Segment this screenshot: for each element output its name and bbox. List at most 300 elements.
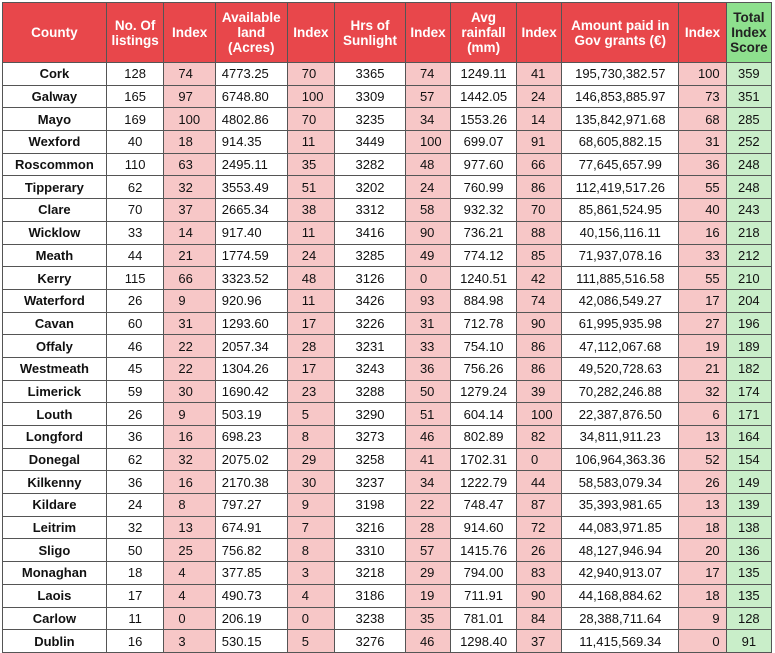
table-row [3, 426, 772, 449]
cell-sunlight: 3416 [335, 221, 406, 244]
cell-grants: 48,127,946.94 [562, 539, 679, 562]
cell-grants: 35,393,981.65 [562, 494, 679, 517]
cell-index-rainfall: 100 [516, 403, 561, 426]
cell-land: 206.19 [215, 607, 287, 630]
cell-index-land: 35 [287, 153, 334, 176]
cell-total-score: 174 [726, 380, 771, 403]
cell-grants: 68,605,882.15 [562, 131, 679, 154]
cell-sunlight: 3449 [335, 131, 406, 154]
cell-total-score: 189 [726, 335, 771, 358]
cell-listings: 45 [106, 357, 164, 380]
table-row [3, 335, 772, 358]
cell-index-rainfall: 88 [516, 221, 561, 244]
cell-county: Limerick [3, 380, 107, 403]
table-row [3, 312, 772, 335]
cell-index-listings: 37 [164, 199, 215, 222]
cell-index-grants: 19 [679, 335, 726, 358]
table-row [3, 403, 772, 426]
cell-county: Monaghan [3, 562, 107, 585]
cell-index-sunlight: 22 [405, 494, 450, 517]
cell-land: 756.82 [215, 539, 287, 562]
table-row [3, 584, 772, 607]
cell-index-rainfall: 41 [516, 63, 561, 86]
cell-county: Galway [3, 85, 107, 108]
header-grants: Amount paid in Gov grants (€) [562, 3, 679, 63]
cell-index-rainfall: 91 [516, 131, 561, 154]
cell-index-sunlight: 31 [405, 312, 450, 335]
cell-rainfall: 699.07 [451, 131, 517, 154]
table-row [3, 199, 772, 222]
cell-county: Sligo [3, 539, 107, 562]
cell-grants: 71,937,078.16 [562, 244, 679, 267]
header-index-rainfall: Index [516, 3, 561, 63]
cell-index-land: 48 [287, 267, 334, 290]
cell-listings: 11 [106, 607, 164, 630]
cell-index-land: 28 [287, 335, 334, 358]
cell-index-rainfall: 14 [516, 108, 561, 131]
cell-grants: 40,156,116.11 [562, 221, 679, 244]
cell-listings: 128 [106, 63, 164, 86]
cell-rainfall: 1442.05 [451, 85, 517, 108]
cell-sunlight: 3238 [335, 607, 406, 630]
cell-total-score: 136 [726, 539, 771, 562]
cell-grants: 28,388,711.64 [562, 607, 679, 630]
header-row [3, 3, 772, 63]
cell-index-grants: 18 [679, 516, 726, 539]
cell-grants: 146,853,885.97 [562, 85, 679, 108]
cell-county: Laois [3, 584, 107, 607]
cell-index-rainfall: 84 [516, 607, 561, 630]
cell-index-land: 7 [287, 516, 334, 539]
cell-index-land: 70 [287, 63, 334, 86]
cell-total-score: 154 [726, 448, 771, 471]
table-body [3, 63, 772, 653]
cell-sunlight: 3216 [335, 516, 406, 539]
header-sunlight: Hrs of Sunlight [335, 3, 406, 63]
cell-total-score: 139 [726, 494, 771, 517]
cell-rainfall: 884.98 [451, 289, 517, 312]
cell-index-land: 29 [287, 448, 334, 471]
cell-index-grants: 18 [679, 584, 726, 607]
cell-index-land: 11 [287, 131, 334, 154]
cell-total-score: 182 [726, 357, 771, 380]
cell-index-sunlight: 46 [405, 426, 450, 449]
cell-index-land: 5 [287, 403, 334, 426]
cell-grants: 85,861,524.95 [562, 199, 679, 222]
cell-grants: 135,842,971.68 [562, 108, 679, 131]
cell-index-grants: 13 [679, 494, 726, 517]
cell-index-listings: 66 [164, 267, 215, 290]
cell-index-land: 51 [287, 176, 334, 199]
cell-rainfall: 802.89 [451, 426, 517, 449]
cell-index-rainfall: 39 [516, 380, 561, 403]
cell-index-grants: 68 [679, 108, 726, 131]
cell-index-sunlight: 29 [405, 562, 450, 585]
cell-index-grants: 21 [679, 357, 726, 380]
cell-sunlight: 3310 [335, 539, 406, 562]
cell-index-listings: 9 [164, 403, 215, 426]
cell-listings: 36 [106, 471, 164, 494]
cell-county: Longford [3, 426, 107, 449]
cell-index-listings: 16 [164, 471, 215, 494]
cell-land: 3323.52 [215, 267, 287, 290]
cell-land: 917.40 [215, 221, 287, 244]
cell-grants: 77,645,657.99 [562, 153, 679, 176]
cell-rainfall: 604.14 [451, 403, 517, 426]
cell-total-score: 171 [726, 403, 771, 426]
cell-rainfall: 711.91 [451, 584, 517, 607]
cell-index-sunlight: 28 [405, 516, 450, 539]
cell-index-land: 5 [287, 630, 334, 653]
cell-rainfall: 1415.76 [451, 539, 517, 562]
cell-county: Cork [3, 63, 107, 86]
cell-county: Carlow [3, 607, 107, 630]
table-row [3, 471, 772, 494]
cell-total-score: 196 [726, 312, 771, 335]
cell-listings: 16 [106, 630, 164, 653]
header-total-score: Total Index Score [726, 3, 771, 63]
cell-index-listings: 18 [164, 131, 215, 154]
cell-listings: 26 [106, 403, 164, 426]
cell-sunlight: 3235 [335, 108, 406, 131]
table-row [3, 63, 772, 86]
cell-listings: 33 [106, 221, 164, 244]
county-index-table [2, 2, 772, 653]
table-row [3, 562, 772, 585]
table-row [3, 448, 772, 471]
cell-total-score: 128 [726, 607, 771, 630]
cell-index-sunlight: 57 [405, 539, 450, 562]
cell-land: 490.73 [215, 584, 287, 607]
cell-index-grants: 100 [679, 63, 726, 86]
cell-grants: 58,583,079.34 [562, 471, 679, 494]
cell-index-rainfall: 90 [516, 312, 561, 335]
cell-rainfall: 1298.40 [451, 630, 517, 653]
cell-index-grants: 26 [679, 471, 726, 494]
table-row [3, 267, 772, 290]
cell-land: 4773.25 [215, 63, 287, 86]
cell-rainfall: 977.60 [451, 153, 517, 176]
cell-land: 914.35 [215, 131, 287, 154]
cell-listings: 169 [106, 108, 164, 131]
table-row [3, 153, 772, 176]
cell-index-land: 23 [287, 380, 334, 403]
header-index-listings: Index [164, 3, 215, 63]
cell-grants: 61,995,935.98 [562, 312, 679, 335]
cell-grants: 195,730,382.57 [562, 63, 679, 86]
cell-land: 920.96 [215, 289, 287, 312]
cell-index-listings: 63 [164, 153, 215, 176]
cell-sunlight: 3218 [335, 562, 406, 585]
cell-index-listings: 13 [164, 516, 215, 539]
cell-county: Westmeath [3, 357, 107, 380]
cell-sunlight: 3312 [335, 199, 406, 222]
cell-index-listings: 31 [164, 312, 215, 335]
cell-index-listings: 25 [164, 539, 215, 562]
cell-land: 1774.59 [215, 244, 287, 267]
cell-grants: 11,415,569.34 [562, 630, 679, 653]
cell-rainfall: 781.01 [451, 607, 517, 630]
cell-index-rainfall: 86 [516, 176, 561, 199]
table-row [3, 244, 772, 267]
cell-listings: 44 [106, 244, 164, 267]
cell-grants: 44,083,971.85 [562, 516, 679, 539]
cell-index-listings: 21 [164, 244, 215, 267]
cell-total-score: 285 [726, 108, 771, 131]
cell-county: Roscommon [3, 153, 107, 176]
cell-county: Meath [3, 244, 107, 267]
cell-listings: 110 [106, 153, 164, 176]
cell-rainfall: 774.12 [451, 244, 517, 267]
cell-index-land: 24 [287, 244, 334, 267]
cell-index-listings: 32 [164, 176, 215, 199]
cell-index-sunlight: 19 [405, 584, 450, 607]
cell-index-sunlight: 57 [405, 85, 450, 108]
table-row [3, 176, 772, 199]
header-county: County [3, 3, 107, 63]
cell-sunlight: 3258 [335, 448, 406, 471]
cell-total-score: 210 [726, 267, 771, 290]
cell-grants: 111,885,516.58 [562, 267, 679, 290]
cell-listings: 50 [106, 539, 164, 562]
cell-index-sunlight: 34 [405, 471, 450, 494]
cell-index-listings: 8 [164, 494, 215, 517]
cell-index-grants: 20 [679, 539, 726, 562]
cell-index-land: 4 [287, 584, 334, 607]
cell-sunlight: 3285 [335, 244, 406, 267]
cell-index-grants: 40 [679, 199, 726, 222]
cell-total-score: 135 [726, 584, 771, 607]
cell-listings: 40 [106, 131, 164, 154]
cell-index-listings: 0 [164, 607, 215, 630]
cell-index-sunlight: 48 [405, 153, 450, 176]
cell-index-land: 17 [287, 312, 334, 335]
cell-index-sunlight: 36 [405, 357, 450, 380]
cell-sunlight: 3309 [335, 85, 406, 108]
cell-listings: 17 [106, 584, 164, 607]
cell-rainfall: 1240.51 [451, 267, 517, 290]
cell-index-sunlight: 49 [405, 244, 450, 267]
header-listings: No. Of listings [106, 3, 164, 63]
cell-listings: 26 [106, 289, 164, 312]
header-rainfall: Avg rainfall (mm) [451, 3, 517, 63]
cell-index-grants: 6 [679, 403, 726, 426]
cell-sunlight: 3288 [335, 380, 406, 403]
cell-rainfall: 754.10 [451, 335, 517, 358]
cell-total-score: 204 [726, 289, 771, 312]
cell-index-listings: 4 [164, 584, 215, 607]
cell-total-score: 91 [726, 630, 771, 653]
cell-grants: 42,940,913.07 [562, 562, 679, 585]
cell-index-rainfall: 66 [516, 153, 561, 176]
cell-total-score: 248 [726, 176, 771, 199]
cell-rainfall: 1222.79 [451, 471, 517, 494]
cell-index-sunlight: 90 [405, 221, 450, 244]
cell-land: 2075.02 [215, 448, 287, 471]
cell-index-rainfall: 87 [516, 494, 561, 517]
table-row [3, 221, 772, 244]
cell-index-rainfall: 82 [516, 426, 561, 449]
cell-grants: 44,168,884.62 [562, 584, 679, 607]
cell-county: Clare [3, 199, 107, 222]
cell-index-grants: 13 [679, 426, 726, 449]
cell-county: Kerry [3, 267, 107, 290]
cell-index-grants: 16 [679, 221, 726, 244]
cell-land: 797.27 [215, 494, 287, 517]
cell-index-grants: 52 [679, 448, 726, 471]
cell-land: 1304.26 [215, 357, 287, 380]
cell-total-score: 138 [726, 516, 771, 539]
cell-index-sunlight: 33 [405, 335, 450, 358]
cell-index-rainfall: 70 [516, 199, 561, 222]
cell-listings: 46 [106, 335, 164, 358]
header-index-land: Index [287, 3, 334, 63]
cell-index-sunlight: 58 [405, 199, 450, 222]
table-row [3, 357, 772, 380]
cell-grants: 49,520,728.63 [562, 357, 679, 380]
table-row [3, 289, 772, 312]
cell-index-land: 100 [287, 85, 334, 108]
cell-listings: 62 [106, 448, 164, 471]
cell-listings: 36 [106, 426, 164, 449]
header-index-sunlight: Index [405, 3, 450, 63]
cell-total-score: 218 [726, 221, 771, 244]
cell-total-score: 149 [726, 471, 771, 494]
cell-index-grants: 0 [679, 630, 726, 653]
cell-index-listings: 74 [164, 63, 215, 86]
cell-land: 3553.49 [215, 176, 287, 199]
cell-county: Wexford [3, 131, 107, 154]
cell-rainfall: 748.47 [451, 494, 517, 517]
cell-index-sunlight: 51 [405, 403, 450, 426]
cell-county: Mayo [3, 108, 107, 131]
cell-listings: 115 [106, 267, 164, 290]
cell-index-rainfall: 44 [516, 471, 561, 494]
cell-index-grants: 36 [679, 153, 726, 176]
cell-land: 674.91 [215, 516, 287, 539]
cell-index-land: 11 [287, 221, 334, 244]
cell-land: 1690.42 [215, 380, 287, 403]
cell-sunlight: 3231 [335, 335, 406, 358]
cell-rainfall: 760.99 [451, 176, 517, 199]
cell-index-land: 9 [287, 494, 334, 517]
cell-grants: 22,387,876.50 [562, 403, 679, 426]
table-row [3, 108, 772, 131]
cell-index-sunlight: 46 [405, 630, 450, 653]
cell-index-listings: 32 [164, 448, 215, 471]
cell-index-land: 70 [287, 108, 334, 131]
cell-index-listings: 14 [164, 221, 215, 244]
cell-index-land: 3 [287, 562, 334, 585]
cell-index-land: 0 [287, 607, 334, 630]
cell-sunlight: 3126 [335, 267, 406, 290]
cell-index-sunlight: 34 [405, 108, 450, 131]
cell-grants: 106,964,363.36 [562, 448, 679, 471]
cell-county: Kildare [3, 494, 107, 517]
cell-index-rainfall: 86 [516, 335, 561, 358]
cell-index-land: 30 [287, 471, 334, 494]
cell-county: Dublin [3, 630, 107, 653]
cell-index-listings: 97 [164, 85, 215, 108]
cell-total-score: 164 [726, 426, 771, 449]
cell-sunlight: 3186 [335, 584, 406, 607]
cell-county: Waterford [3, 289, 107, 312]
cell-index-listings: 4 [164, 562, 215, 585]
cell-rainfall: 932.32 [451, 199, 517, 222]
cell-index-rainfall: 86 [516, 357, 561, 380]
cell-land: 530.15 [215, 630, 287, 653]
cell-index-rainfall: 74 [516, 289, 561, 312]
cell-index-grants: 31 [679, 131, 726, 154]
cell-grants: 70,282,246.88 [562, 380, 679, 403]
cell-listings: 70 [106, 199, 164, 222]
cell-index-rainfall: 24 [516, 85, 561, 108]
cell-index-listings: 100 [164, 108, 215, 131]
cell-index-sunlight: 41 [405, 448, 450, 471]
cell-index-sunlight: 35 [405, 607, 450, 630]
cell-index-land: 8 [287, 426, 334, 449]
cell-rainfall: 1553.26 [451, 108, 517, 131]
cell-index-grants: 55 [679, 176, 726, 199]
cell-total-score: 248 [726, 153, 771, 176]
cell-land: 698.23 [215, 426, 287, 449]
cell-grants: 42,086,549.27 [562, 289, 679, 312]
cell-total-score: 359 [726, 63, 771, 86]
header-index-grants: Index [679, 3, 726, 63]
cell-total-score: 252 [726, 131, 771, 154]
cell-index-grants: 73 [679, 85, 726, 108]
cell-index-rainfall: 37 [516, 630, 561, 653]
cell-county: Offaly [3, 335, 107, 358]
cell-grants: 47,112,067.68 [562, 335, 679, 358]
cell-county: Kilkenny [3, 471, 107, 494]
cell-sunlight: 3273 [335, 426, 406, 449]
cell-rainfall: 1702.31 [451, 448, 517, 471]
cell-index-sunlight: 50 [405, 380, 450, 403]
cell-land: 2665.34 [215, 199, 287, 222]
cell-index-rainfall: 42 [516, 267, 561, 290]
table-row [3, 607, 772, 630]
cell-rainfall: 712.78 [451, 312, 517, 335]
cell-listings: 32 [106, 516, 164, 539]
table-row [3, 516, 772, 539]
cell-sunlight: 3243 [335, 357, 406, 380]
cell-index-rainfall: 85 [516, 244, 561, 267]
table-row [3, 131, 772, 154]
cell-rainfall: 756.26 [451, 357, 517, 380]
cell-index-land: 38 [287, 199, 334, 222]
cell-rainfall: 1279.24 [451, 380, 517, 403]
cell-county: Donegal [3, 448, 107, 471]
cell-index-listings: 30 [164, 380, 215, 403]
cell-county: Tipperary [3, 176, 107, 199]
cell-index-grants: 55 [679, 267, 726, 290]
cell-index-grants: 17 [679, 289, 726, 312]
cell-land: 4802.86 [215, 108, 287, 131]
cell-index-listings: 9 [164, 289, 215, 312]
cell-county: Leitrim [3, 516, 107, 539]
cell-index-sunlight: 24 [405, 176, 450, 199]
cell-total-score: 212 [726, 244, 771, 267]
cell-sunlight: 3202 [335, 176, 406, 199]
cell-index-sunlight: 100 [405, 131, 450, 154]
cell-listings: 62 [106, 176, 164, 199]
cell-sunlight: 3426 [335, 289, 406, 312]
cell-total-score: 243 [726, 199, 771, 222]
cell-land: 2170.38 [215, 471, 287, 494]
cell-index-sunlight: 93 [405, 289, 450, 312]
cell-listings: 18 [106, 562, 164, 585]
